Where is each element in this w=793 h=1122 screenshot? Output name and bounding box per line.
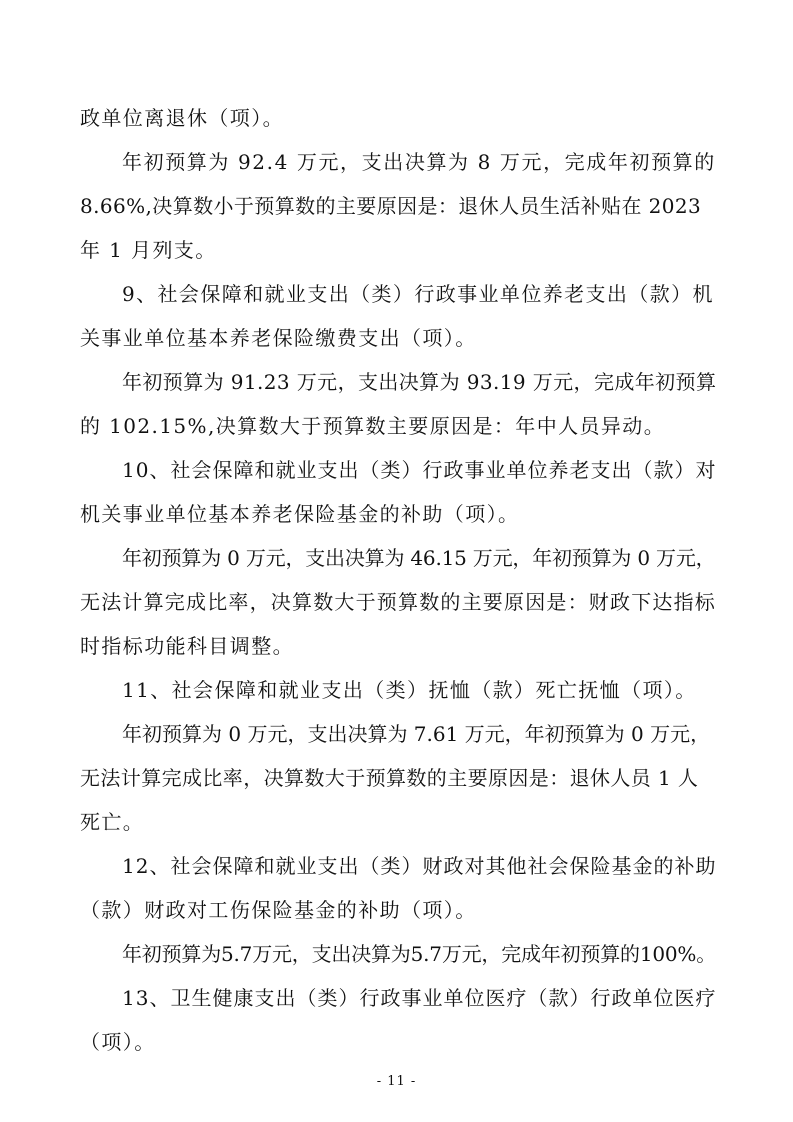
text-line: 年初预算为 91.23 万元，支出决算为 93.19 万元，完成年初预算: [122, 370, 717, 394]
text-line: 9、社会保障和就业支出（类）行政事业单位养老支出（款）机: [122, 282, 714, 306]
text-line: 年初预算为 0 万元，支出决算为 46.15 万元，年初预算为 0 万元，: [122, 546, 716, 570]
text-line: 的 102.15%,决算数大于预算数主要原因是：年中人员异动。: [80, 414, 666, 438]
text-line: 11、社会保障和就业支出（类）抚恤（款）死亡抚恤（项）。: [122, 678, 697, 702]
text-line: 无法计算完成比率，决算数大于预算数的主要原因是：退休人员 1 人: [80, 766, 699, 790]
text-line: 年 1 月列支。: [80, 238, 217, 262]
text-line: 12、社会保障和就业支出（类）财政对其他社会保险基金的补助: [122, 854, 717, 878]
text-line: 时指标功能科目调整。: [80, 634, 294, 658]
page-number: - 11 -: [376, 1074, 417, 1089]
text-line: 8.66%,决算数小于预算数的主要原因是：退休人员生活补贴在 2023: [80, 194, 702, 218]
text-line: 无法计算完成比率，决算数大于预算数的主要原因是：财政下达指标: [80, 590, 716, 614]
text-line: 年初预算为5.7万元，支出决算为5.7万元，完成年初预算的100%。: [122, 942, 716, 966]
text-line: 年初预算为 92.4 万元，支出决算为 8 万元，完成年初预算的: [122, 150, 716, 174]
text-line: （款）财政对工伤保险基金的补助（项）。: [80, 898, 477, 922]
text-line: 关事业单位基本养老保险缴费支出（项）。: [80, 326, 477, 350]
text-line: 政单位离退休（项）。: [80, 106, 284, 130]
text-line: 死亡。: [80, 810, 145, 834]
text-line: 10、社会保障和就业支出（类）行政事业单位养老支出（款）对: [122, 458, 717, 482]
text-line: （项）。: [80, 1030, 156, 1054]
text-line: 机关事业单位基本养老保险基金的补助（项）。: [80, 502, 520, 526]
text-line: 13、卫生健康支出（类）行政事业单位医疗（款）行政单位医疗: [122, 986, 717, 1010]
text-line: 年初预算为 0 万元，支出决算为 7.61 万元，年初预算为 0 万元，: [122, 722, 711, 746]
